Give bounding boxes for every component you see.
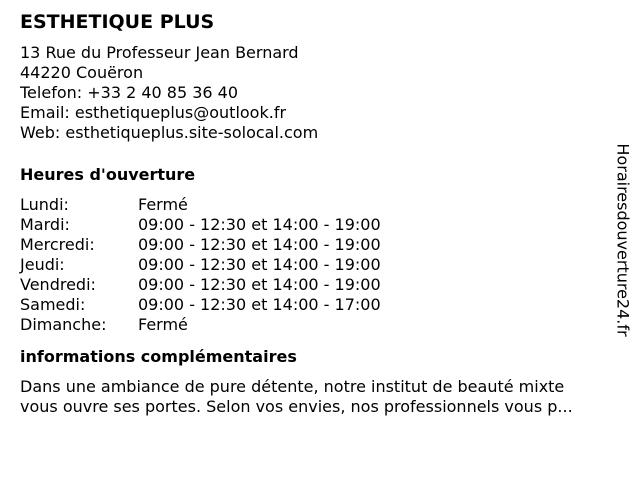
- additional-info-heading: informations complémentaires: [20, 347, 297, 366]
- hours-time: 09:00 - 12:30 et 14:00 - 19:00: [138, 235, 381, 254]
- hours-time: 09:00 - 12:30 et 14:00 - 19:00: [138, 215, 381, 234]
- address-street: 13 Rue du Professeur Jean Bernard: [20, 43, 299, 62]
- hours-day: Dimanche:: [20, 315, 107, 334]
- hours-row: [20, 215, 610, 235]
- hours-day: Samedi:: [20, 295, 86, 314]
- hours-row: [20, 235, 610, 255]
- address-city: 44220 Couëron: [20, 63, 144, 82]
- additional-info-line-1: Dans une ambiance de pure détente, notre institut de beauté mixte: [20, 377, 565, 396]
- hours-row: [20, 275, 610, 295]
- hours-day: Vendredi:: [20, 275, 96, 294]
- hours-row: [20, 255, 610, 275]
- web-line: Web: esthetiqueplus.site-solocal.com: [20, 123, 319, 142]
- hours-row: [20, 295, 610, 315]
- hours-time: 09:00 - 12:30 et 14:00 - 19:00: [138, 275, 381, 294]
- business-name: ESTHETIQUE PLUS: [20, 11, 215, 33]
- hours-time: Fermé: [138, 315, 188, 334]
- site-watermark: Horairesdouverture24.fr: [613, 143, 633, 337]
- hours-time: Fermé: [138, 195, 188, 214]
- hours-day: Jeudi:: [20, 255, 65, 274]
- email-line: Email: esthetiqueplus@outlook.fr: [20, 103, 287, 122]
- hours-row: [20, 315, 610, 335]
- hours-row: [20, 195, 610, 215]
- opening-hours-table: [20, 195, 610, 335]
- hours-day: Mardi:: [20, 215, 70, 234]
- additional-info-line-2: vous ouvre ses portes. Selon vos envies, nos professionnels vous p...: [20, 397, 573, 416]
- phone-line: Telefon: +33 2 40 85 36 40: [20, 83, 239, 102]
- hours-time: 09:00 - 12:30 et 14:00 - 19:00: [138, 255, 381, 274]
- opening-hours-heading: Heures d'ouverture: [20, 165, 196, 184]
- business-card: [20, 10, 610, 417]
- hours-day: Lundi:: [20, 195, 69, 214]
- hours-time: 09:00 - 12:30 et 14:00 - 17:00: [138, 295, 381, 314]
- hours-day: Mercredi:: [20, 235, 95, 254]
